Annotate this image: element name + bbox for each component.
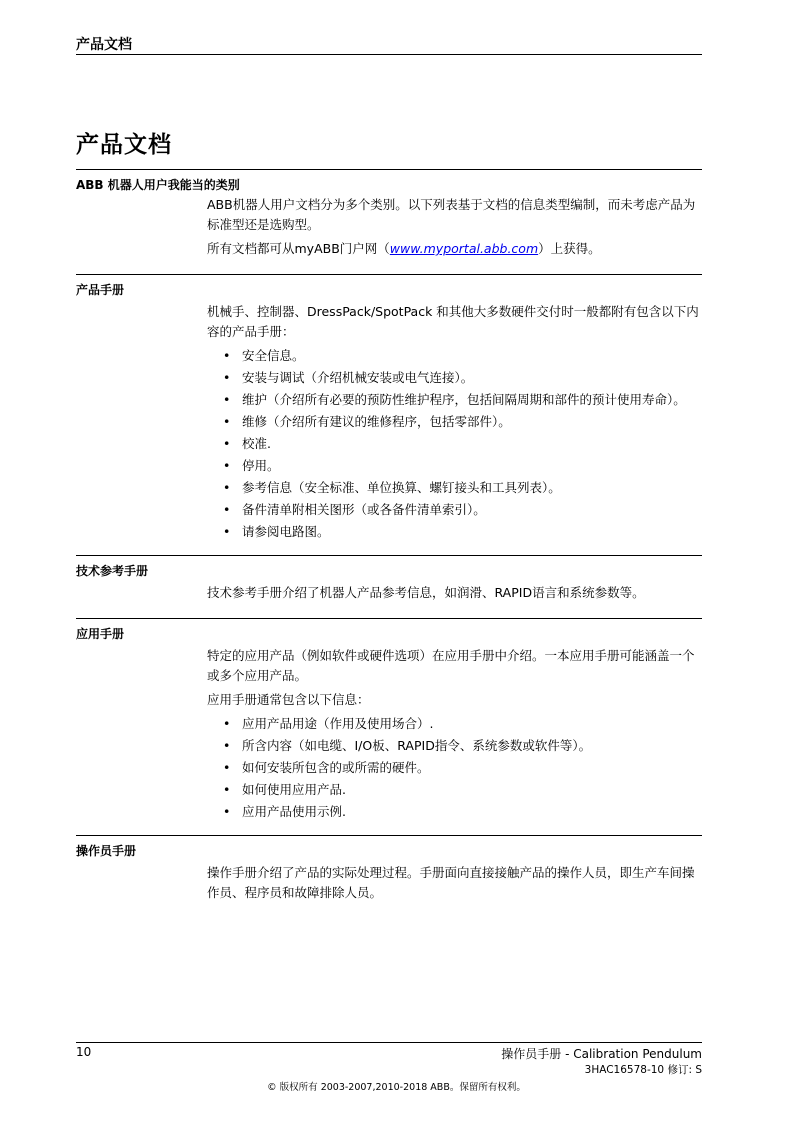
list-item: • 维修（介绍所有建议的维修程序，包括零部件）。	[207, 412, 702, 431]
header-divider	[76, 54, 702, 55]
list-item: • 参考信息（安全标准、单位换算、螺钉接头和工具列表）。	[207, 478, 702, 497]
section-operator-manual	[76, 835, 702, 918]
section-heading: 产品手册	[76, 283, 125, 297]
list-item: • 维护（介绍所有必要的预防性维护程序，包括间隔周期和部件的预计使用寿命）。	[207, 390, 702, 409]
section-body	[207, 302, 702, 541]
list-item: • 如何使用应用产品.	[207, 780, 702, 799]
portal-suffix: ）上获得。	[538, 241, 601, 256]
list-item: • 应用产品使用示例.	[207, 802, 702, 821]
list-item: • 安全信息。	[207, 346, 702, 365]
page-number: 10	[76, 1045, 92, 1059]
list-item: • 请参阅电路图。	[207, 522, 702, 541]
section-heading: 应用手册	[76, 627, 125, 641]
footer-manual-title: 操作员手册 - Calibration Pendulum	[501, 1047, 702, 1061]
paragraph: 操作手册介绍了产品的实际处理过程。手册面向直接接触产品的操作人员，即生产车间操作员、程序员和故障排除人员。	[207, 865, 695, 900]
portal-paragraph	[207, 239, 702, 259]
list-item: • 应用产品用途（作用及使用场合）.	[207, 714, 702, 733]
list-item: • 安装与调试（介绍机械安装或电气连接）。	[207, 368, 702, 387]
paragraph: 机械手、控制器、DressPack/SpotPack 和其他大多数硬件交付时一般都附有包含以下内容的产品手册：	[207, 304, 699, 339]
portal-prefix: 所有文档都可从myABB门户网（	[207, 241, 390, 256]
section-product-manuals	[76, 274, 702, 555]
bullet-list	[207, 714, 702, 821]
paragraph: 应用手册通常包含以下信息：	[207, 692, 370, 707]
list-item: • 备件清单附相关图形（或各备件清单索引）。	[207, 500, 702, 519]
section-body	[207, 195, 702, 259]
section-heading: 操作员手册	[76, 844, 137, 858]
section-categories	[76, 169, 702, 274]
section-body	[207, 583, 702, 603]
section-application-manuals	[76, 618, 702, 835]
running-header-title: 产品文档	[76, 37, 132, 53]
portal-link[interactable]: www.myportal.abb.com	[389, 241, 539, 256]
section-heading: ABB 机器人用户我能当的类别	[76, 178, 240, 192]
list-item: • 如何安装所包含的或所需的硬件。	[207, 758, 702, 777]
copyright-notice: © 版权所有 2003-2007,2010-2018 ABB。保留所有权利。	[267, 1082, 526, 1093]
list-item: • 所含内容（如电缆、I/O板、RAPID指令、系统参数或软件等）。	[207, 736, 702, 755]
footer-document-id: 3HAC16578-10 修订: S	[584, 1064, 702, 1076]
page-title: 产品文档	[76, 132, 172, 158]
list-item: • 停用。	[207, 456, 702, 475]
footer-divider	[76, 1042, 702, 1043]
document-sections	[76, 169, 702, 918]
paragraph: 技术参考手册介绍了机器人产品参考信息，如润滑、RAPID语言和系统参数等。	[207, 585, 645, 600]
paragraph: ABB机器人用户文档分为多个类别。以下列表基于文档的信息类型编制，而未考虑产品为标准型还是选购型。	[207, 197, 696, 232]
bullet-list	[207, 346, 702, 541]
list-item: • 校准.	[207, 434, 702, 453]
section-heading: 技术参考手册	[76, 564, 149, 578]
section-body	[207, 646, 702, 821]
section-technical-reference	[76, 555, 702, 618]
section-body	[207, 863, 702, 903]
paragraph: 特定的应用产品（例如软件或硬件选项）在应用手册中介绍。一本应用手册可能涵盖一个或多个应用产品。	[207, 648, 695, 683]
